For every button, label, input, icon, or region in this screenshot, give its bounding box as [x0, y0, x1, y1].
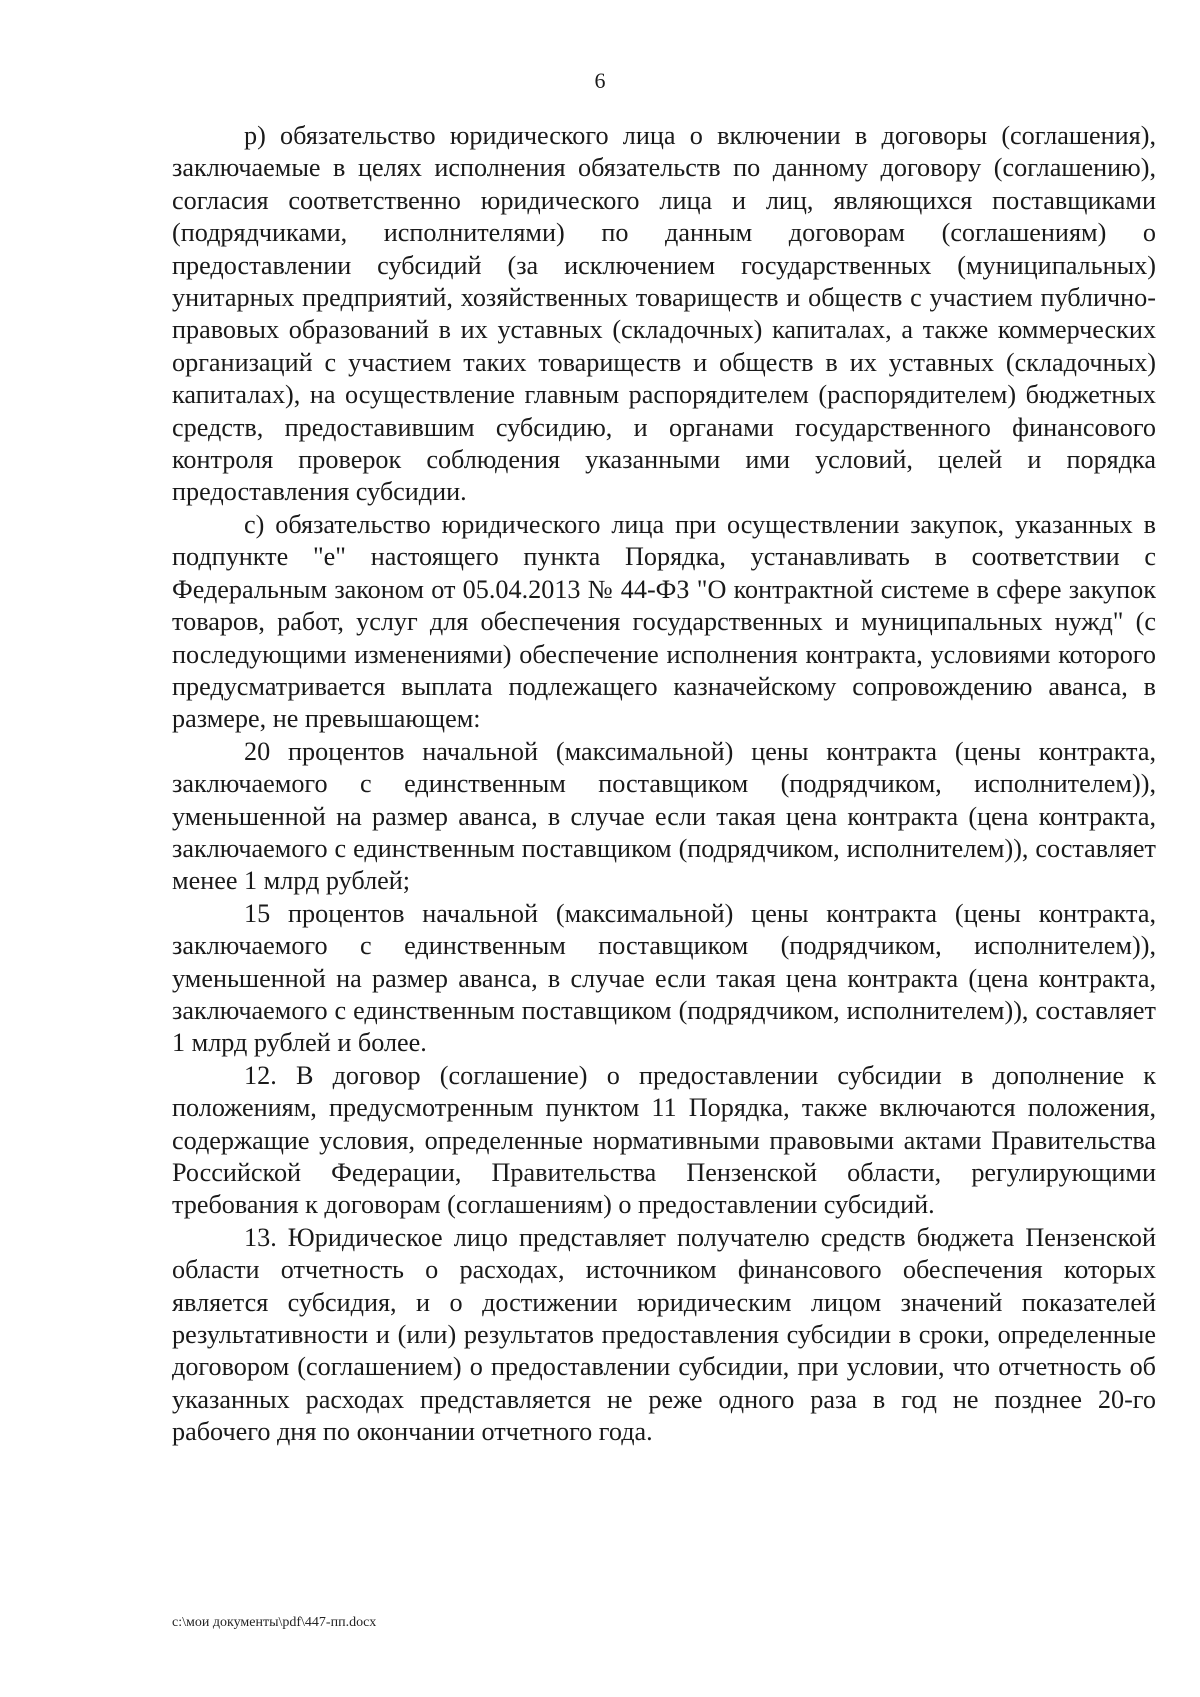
document-body [172, 120, 1156, 1449]
page-number: 6 [594, 68, 606, 93]
paragraph-s: с) обязательство юридического лица при осуществлении закупок, указанных в подпункте "е" настоящего пункта Порядка, устанавливать в соответствии с Федеральным законом от 05.04.2013 № 44-ФЗ "О контрактной системе в сфере закупок товаров, работ, услуг для обеспечения государственных и муниципальных нужд" (с последующими изменениями) обеспечение исполнения контракта, условиями которого предусматривается выплата подлежащего казначейскому сопровождению аванса, в размере, не превышающем: [172, 509, 1156, 734]
paragraph-20-percent: 20 процентов начальной (максимальной) цены контракта (цены контракта, заключаемого с единственным поставщиком (подрядчиком, исполнителем)), уменьшенной на размер аванса, в случае если такая цена контракта (цена контракта, заключаемого с единственным поставщиком (подрядчиком, исполнителем)), составляет менее 1 млрд рублей; [172, 736, 1156, 896]
paragraph-item-13: 13. Юридическое лицо представляет получателю средств бюджета Пензенской области отчетность о расходах, источником финансового обеспечения которых является субсидия, и о достижении юридическим лицом значений показателей результативности и (или) результатов предоставления субсидии в сроки, определенные договором (соглашением) о предоставлении субсидии, при условии, что отчетность об указанных расходах представляется не реже одного раза в год не позднее 20-го рабочего дня по окончании отчетного года. [172, 1222, 1156, 1447]
footer-file-path: c:\мои документы\pdf\447-пп.docx [172, 1615, 377, 1630]
paragraph-r: р) обязательство юридического лица о включении в договоры (соглашения), заключаемые в целях исполнения обязательств по данному договору (соглашению), согласия соответственно юридического лица и лиц, являющихся поставщиками (подрядчиками, исполнителями) по данным договорам (соглашениям) о предоставлении субсидий (за исключением государственных (муниципальных) унитарных предприятий, хозяйственных товариществ и обществ с участием публично-правовых образований в их уставных (складочных) капиталах, а также коммерческих организаций с участием таких товариществ и обществ в их уставных (складочных) капиталах), на осуществление главным распорядителем (распорядителем) бюджетных средств, предоставившим субсидию, и органами государственного финансового контроля проверок соблюдения указанными ими условий, целей и порядка предоставления субсидии. [172, 121, 1156, 507]
paragraph-15-percent: 15 процентов начальной (максимальной) цены контракта (цены контракта, заключаемого с единственным поставщиком (подрядчиком, исполнителем)), уменьшенной на размер аванса, в случае если такая цена контракта (цена контракта, заключаемого с единственным поставщиком (подрядчиком, исполнителем)), составляет 1 млрд рублей и более. [172, 898, 1156, 1058]
paragraph-item-12: 12. В договор (соглашение) о предоставлении субсидии в дополнение к положениям, предусмотренным пунктом 11 Порядка, также включаются положения, содержащие условия, определенные нормативными правовыми актами Правительства Российской Федерации, Правительства Пензенской области, регулирующими требования к договорам (соглашениям) о предоставлении субсидий. [172, 1060, 1156, 1220]
